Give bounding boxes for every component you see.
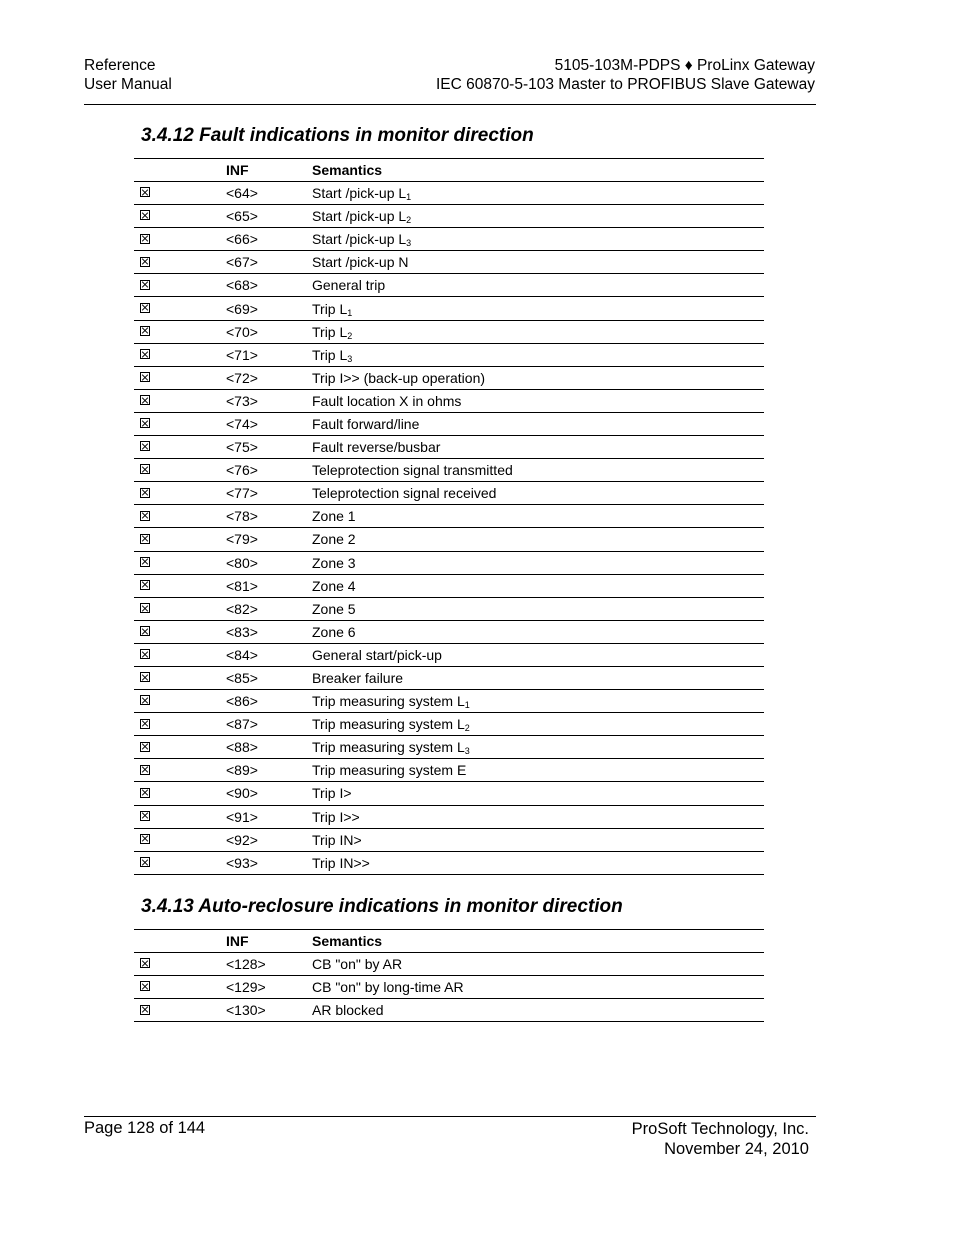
table-row (134, 782, 764, 805)
semantics-text: CB "on" by long-time AR (312, 979, 464, 996)
semantics-column-header: Semantics (312, 162, 383, 178)
semantics-cell (312, 412, 764, 435)
footer-company: ProSoft Technology, Inc. (631, 1120, 809, 1138)
checked-box-icon (140, 464, 150, 474)
inf-cell: <66> (226, 231, 258, 248)
semantics-text: General trip (312, 277, 386, 294)
checked-box-cell (134, 666, 226, 689)
checked-box-icon (140, 719, 150, 729)
checked-box-icon (140, 511, 150, 521)
checked-box-cell (134, 343, 226, 366)
table-row (134, 976, 764, 999)
inf-column-header: INF (226, 162, 249, 178)
table-row (134, 643, 764, 666)
header-description: IEC 60870-5-103 Master to PROFIBUS Slave Gateway (435, 76, 815, 93)
checked-box-icon (140, 257, 150, 267)
checked-box-cell (134, 528, 226, 551)
checked-box-cell (134, 482, 226, 505)
semantics-text: Fault forward/line (312, 415, 420, 432)
inf-cell: <71> (226, 346, 258, 363)
semantics-cell (312, 953, 764, 976)
checked-box-icon (140, 580, 150, 590)
table-row (134, 482, 764, 505)
semantics-text: Zone 4 (312, 577, 356, 594)
semantics-column-header: Semantics (312, 933, 383, 949)
table-row (134, 690, 764, 713)
inf-cell: <92> (226, 831, 258, 848)
semantics-cell (312, 736, 764, 759)
semantics-text: Start /pick-up L (312, 185, 407, 202)
checked-box-cell (134, 459, 226, 482)
checked-box-icon (140, 488, 150, 498)
semantics-text: Trip measuring system L (312, 716, 465, 733)
semantics-text: AR blocked (312, 1002, 384, 1019)
semantics-text: CB "on" by AR (312, 956, 403, 973)
table-row (134, 459, 764, 482)
checked-box-icon (140, 557, 150, 567)
checked-box-cell (134, 713, 226, 736)
header-left (84, 56, 172, 94)
semantics-text: Trip L (312, 346, 348, 363)
semantics-text: Trip IN> (312, 831, 362, 848)
semantics-cell (312, 999, 764, 1022)
semantics-cell (312, 436, 764, 459)
phase-subscript: 1 (347, 307, 353, 318)
semantics-text: Trip I> (312, 785, 352, 802)
inf-cell: <81> (226, 577, 258, 594)
inf-column-header: INF (226, 933, 249, 949)
semantics-text: Zone 5 (312, 600, 356, 617)
checked-box-icon (140, 834, 150, 844)
semantics-cell (312, 690, 764, 713)
semantics-text: Zone 6 (312, 623, 356, 640)
semantics-text: Trip measuring system E (312, 762, 467, 779)
semantics-text: Zone 3 (312, 554, 356, 571)
phase-subscript: 2 (406, 215, 412, 226)
semantics-cell (312, 620, 764, 643)
inf-cell: <67> (226, 254, 258, 271)
table-row (134, 436, 764, 459)
semantics-cell (312, 459, 764, 482)
semantics-cell (312, 320, 764, 343)
semantics-cell (312, 551, 764, 574)
checked-box-cell (134, 736, 226, 759)
semantics-text: Start /pick-up N (312, 254, 409, 271)
checked-box-cell (134, 274, 226, 297)
auto-reclosure-table (134, 929, 764, 1022)
semantics-cell (312, 389, 764, 412)
inf-cell: <75> (226, 439, 258, 456)
semantics-text: Fault reverse/busbar (312, 439, 441, 456)
checked-box-icon (140, 326, 150, 336)
semantics-text: Zone 1 (312, 508, 356, 525)
phase-subscript: 2 (347, 330, 353, 341)
semantics-text: Start /pick-up L (312, 208, 407, 225)
checked-box-icon (140, 958, 150, 968)
fault-indications-table (134, 158, 764, 875)
checked-box-icon (140, 626, 150, 636)
table-row (134, 182, 764, 205)
checked-box-icon (140, 742, 150, 752)
header-reference: Reference (84, 57, 156, 74)
checked-box-icon (140, 649, 150, 659)
checked-box-icon (140, 695, 150, 705)
semantics-cell (312, 182, 764, 205)
checked-box-cell (134, 320, 226, 343)
checked-box-cell (134, 228, 226, 251)
checked-box-cell (134, 782, 226, 805)
semantics-cell (312, 505, 764, 528)
inf-cell: <65> (226, 208, 258, 225)
table-row (134, 851, 764, 874)
table-row (134, 412, 764, 435)
fault-indications-body (134, 182, 764, 875)
checked-box-cell (134, 828, 226, 851)
semantics-text: Fault location X in ohms (312, 392, 462, 409)
semantics-text: Trip measuring system L (312, 693, 465, 710)
phase-subscript: 2 (464, 723, 470, 734)
semantics-text: Teleprotection signal transmitted (312, 462, 513, 479)
inf-cell: <84> (226, 646, 258, 663)
inf-cell: <77> (226, 485, 258, 502)
checked-box-icon (140, 811, 150, 821)
semantics-cell (312, 976, 764, 999)
checked-box-icon (140, 981, 150, 991)
footer-divider (84, 1116, 816, 1117)
table-row (134, 366, 764, 389)
page-header (84, 56, 815, 104)
phase-subscript: 3 (347, 353, 353, 364)
section-title-fault-indications: 3.4.12 Fault indications in monitor direction (141, 125, 534, 146)
inf-cell: <78> (226, 508, 258, 525)
inf-cell: <128> (226, 956, 266, 973)
semantics-cell (312, 274, 764, 297)
table-row (134, 805, 764, 828)
table-row (134, 551, 764, 574)
inf-cell: <130> (226, 1002, 266, 1019)
semantics-text: Start /pick-up L (312, 231, 407, 248)
semantics-cell (312, 643, 764, 666)
table-row (134, 828, 764, 851)
checked-box-cell (134, 953, 226, 976)
checked-box-cell (134, 366, 226, 389)
semantics-cell (312, 343, 764, 366)
checked-box-cell (134, 976, 226, 999)
checked-box-cell (134, 505, 226, 528)
phase-subscript: 3 (464, 746, 470, 757)
semantics-cell (312, 759, 764, 782)
checked-box-icon (140, 1005, 150, 1015)
checked-box-icon (140, 603, 150, 613)
checked-box-icon (140, 788, 150, 798)
phase-subscript: 1 (406, 192, 412, 203)
checked-box-icon (140, 372, 150, 382)
table-row (134, 251, 764, 274)
semantics-cell (312, 528, 764, 551)
table-row (134, 274, 764, 297)
checked-box-icon (140, 303, 150, 313)
semantics-cell (312, 666, 764, 689)
header-divider (84, 104, 816, 105)
header-product: 5105-103M-PDPS ♦ ProLinx Gateway (554, 57, 815, 74)
checked-box-cell (134, 999, 226, 1022)
inf-cell: <83> (226, 623, 258, 640)
semantics-text: General start/pick-up (312, 646, 442, 663)
semantics-text: Trip L (312, 323, 348, 340)
checked-box-icon (140, 765, 150, 775)
table-row (134, 389, 764, 412)
checked-box-icon (140, 672, 150, 682)
semantics-text: Trip IN>> (312, 854, 370, 871)
table-row (134, 953, 764, 976)
inf-cell: <87> (226, 716, 258, 733)
semantics-cell (312, 205, 764, 228)
checked-box-cell (134, 436, 226, 459)
inf-cell: <73> (226, 392, 258, 409)
inf-cell: <90> (226, 785, 258, 802)
inf-cell: <89> (226, 762, 258, 779)
table-row (134, 320, 764, 343)
checked-box-cell (134, 620, 226, 643)
checked-box-cell (134, 574, 226, 597)
semantics-cell (312, 805, 764, 828)
semantics-text: Trip I>> (back-up operation) (312, 369, 486, 386)
section-title-auto-reclosure: 3.4.13 Auto-reclosure indications in monitor direction (141, 896, 623, 917)
table-row (134, 713, 764, 736)
footer-date: November 24, 2010 (664, 1140, 809, 1158)
inf-cell: <79> (226, 531, 258, 548)
inf-cell: <91> (226, 808, 258, 825)
checked-box-icon (140, 280, 150, 290)
semantics-cell (312, 366, 764, 389)
checked-box-cell (134, 389, 226, 412)
inf-cell: <86> (226, 693, 258, 710)
table-row (134, 999, 764, 1022)
inf-cell: <93> (226, 854, 258, 871)
semantics-text: Zone 2 (312, 531, 356, 548)
phase-subscript: 3 (406, 238, 412, 249)
table-row (134, 297, 764, 320)
inf-cell: <64> (226, 185, 258, 202)
inf-cell: <72> (226, 369, 258, 386)
checked-box-cell (134, 205, 226, 228)
checked-box-icon (140, 234, 150, 244)
checked-box-icon (140, 441, 150, 451)
semantics-cell (312, 713, 764, 736)
table-row (134, 228, 764, 251)
table-row (134, 505, 764, 528)
table-header-row (134, 930, 764, 953)
footer-right (632, 1119, 809, 1159)
semantics-cell (312, 297, 764, 320)
inf-cell: <70> (226, 323, 258, 340)
inf-cell: <69> (226, 300, 258, 317)
semantics-cell (312, 782, 764, 805)
checked-box-cell (134, 805, 226, 828)
semantics-cell (312, 574, 764, 597)
checked-box-cell (134, 597, 226, 620)
checked-box-cell (134, 182, 226, 205)
checked-box-cell (134, 643, 226, 666)
table-row (134, 597, 764, 620)
semantics-text: Trip I>> (312, 808, 360, 825)
checked-box-icon (140, 857, 150, 867)
checked-box-cell (134, 412, 226, 435)
auto-reclosure-body (134, 953, 764, 1022)
inf-cell: <85> (226, 670, 258, 687)
phase-subscript: 1 (464, 700, 470, 711)
checked-box-icon (140, 187, 150, 197)
check-column-header (134, 930, 226, 953)
semantics-cell (312, 597, 764, 620)
semantics-cell (312, 482, 764, 505)
check-column-header (134, 159, 226, 182)
table-row (134, 343, 764, 366)
checked-box-cell (134, 851, 226, 874)
semantics-cell (312, 228, 764, 251)
table-header-row (134, 159, 764, 182)
semantics-text: Teleprotection signal received (312, 485, 497, 502)
semantics-cell (312, 828, 764, 851)
checked-box-icon (140, 418, 150, 428)
inf-cell: <80> (226, 554, 258, 571)
checked-box-cell (134, 297, 226, 320)
table-row (134, 620, 764, 643)
checked-box-icon (140, 210, 150, 220)
inf-cell: <82> (226, 600, 258, 617)
checked-box-icon (140, 534, 150, 544)
checked-box-cell (134, 551, 226, 574)
header-user-manual: User Manual (84, 76, 172, 93)
inf-cell: <74> (226, 415, 258, 432)
semantics-cell (312, 251, 764, 274)
semantics-text: Breaker failure (312, 670, 404, 687)
inf-cell: <129> (226, 979, 266, 996)
semantics-text: Trip measuring system L (312, 739, 465, 756)
checked-box-icon (140, 395, 150, 405)
checked-box-cell (134, 251, 226, 274)
inf-cell: <88> (226, 739, 258, 756)
checked-box-cell (134, 690, 226, 713)
table-row (134, 736, 764, 759)
checked-box-cell (134, 759, 226, 782)
semantics-text: Trip L (312, 300, 348, 317)
table-row (134, 528, 764, 551)
checked-box-icon (140, 349, 150, 359)
footer-page-number: Page 128 of 144 (84, 1119, 206, 1137)
inf-cell: <68> (226, 277, 258, 294)
semantics-cell (312, 851, 764, 874)
table-row (134, 574, 764, 597)
header-right (436, 56, 815, 94)
table-row (134, 666, 764, 689)
inf-cell: <76> (226, 462, 258, 479)
table-row (134, 759, 764, 782)
table-row (134, 205, 764, 228)
